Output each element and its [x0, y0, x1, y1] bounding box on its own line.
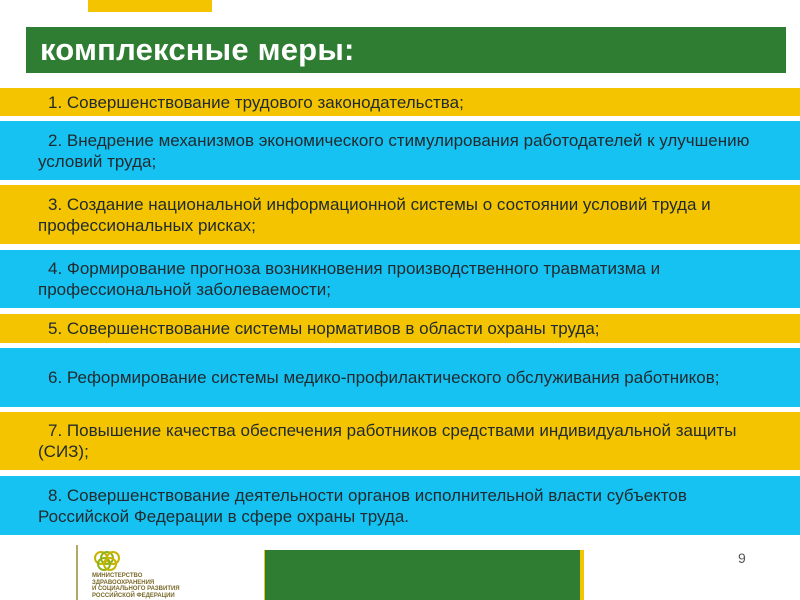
measure-item-5	[0, 314, 800, 343]
measure-text: 4. Формирование прогноза возникновения производственного травматизма и профессиональной заболеваемости;	[38, 259, 661, 299]
measure-text: 5. Совершенствование системы нормативов в области охраны труда;	[48, 319, 600, 338]
page-number: 9	[738, 550, 746, 566]
measure-item-4	[0, 250, 800, 308]
measure-item-2	[0, 121, 800, 180]
footer-yellow-band	[580, 550, 584, 600]
measure-text: 2. Внедрение механизмов экономического стимулирования работодателей к улучшению условий труда;	[38, 130, 750, 171]
top-accent-bar	[88, 0, 212, 12]
measure-text: 3. Создание национальной информационной системы о состоянии условий труда и профессиональных рисках;	[38, 194, 711, 235]
footer-green-band	[264, 550, 580, 600]
measure-item-8	[0, 476, 800, 535]
slide-title: комплексные меры:	[40, 32, 355, 67]
ministry-logo-text: МИНИСТЕРСТВО ЗДРАВООХРАНЕНИЯ И СОЦИАЛЬНОГО РАЗВИТИЯ РОССИЙСКОЙ ФЕДЕРАЦИИ	[92, 573, 180, 599]
measure-item-1	[0, 88, 800, 116]
measure-text: 6. Реформирование системы медико-профилактического обслуживания работников;	[48, 368, 720, 387]
title-bar	[26, 27, 786, 73]
ministry-logo	[76, 545, 226, 600]
measure-item-7	[0, 412, 800, 470]
measure-text: 7. Повышение качества обеспечения работников средствами индивидуальной защиты (СИЗ);	[38, 421, 737, 461]
measure-item-6	[0, 348, 800, 407]
footer-divider	[264, 550, 265, 600]
measure-text: 1. Совершенствование трудового законодательства;	[48, 92, 464, 112]
measure-item-3	[0, 185, 800, 244]
measure-text: 8. Совершенствование деятельности органов исполнительной власти субъектов Российской Федерации в сфере охраны труда.	[38, 485, 687, 526]
ministry-emblem-icon	[92, 550, 122, 572]
